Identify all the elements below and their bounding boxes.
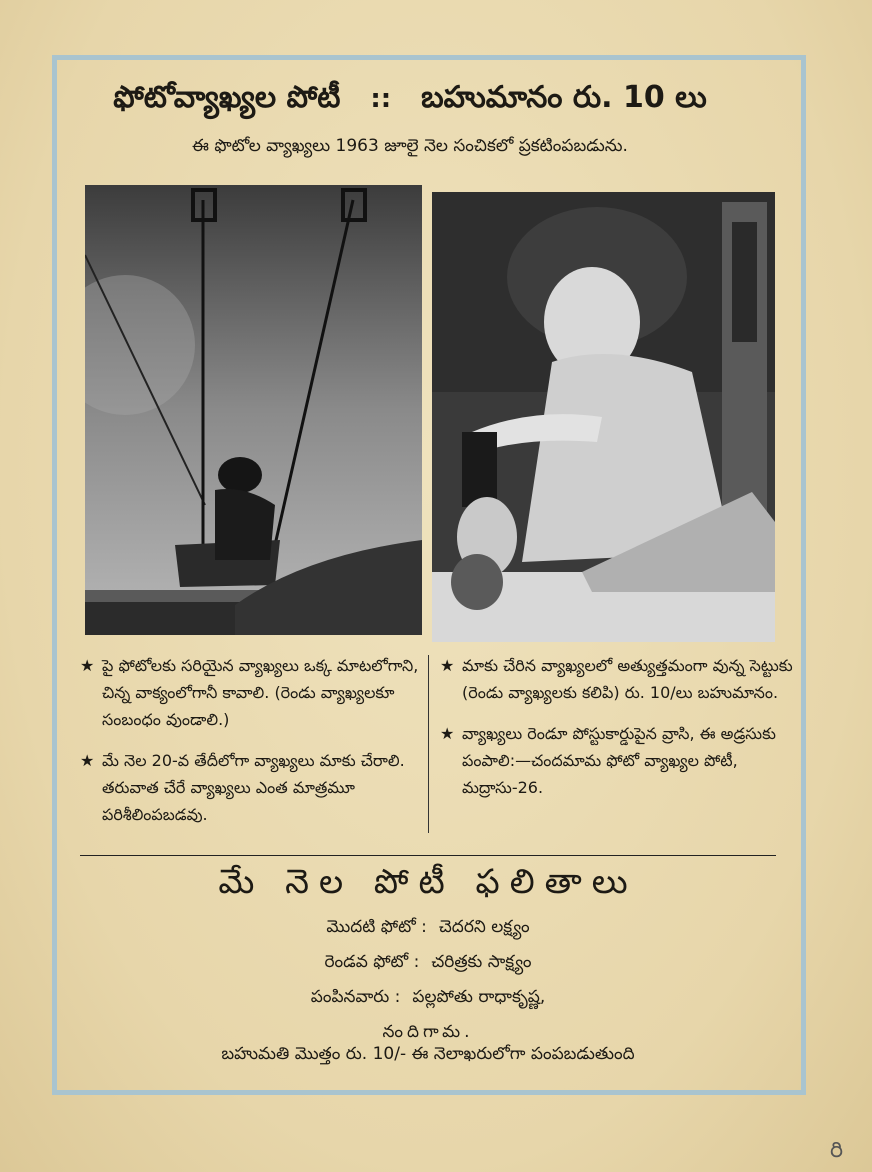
rules-right-column	[440, 652, 795, 815]
second-photo-caption: చరిత్రకు సాక్ష్యం	[431, 952, 532, 972]
contest-subtitle: ఈ ఫొటోల వ్యాఖ్యలు 1963 జూలై నెల సంచికలో ప్రకటింపబడును.	[192, 136, 628, 156]
sender-place: నందిగామ.	[382, 1022, 474, 1042]
star-bullet-icon: ★	[80, 656, 95, 675]
rule-item	[80, 652, 425, 733]
results-heading: మే నెల పోటీ ఫలితాలు	[218, 862, 638, 902]
swing-photo-image	[85, 185, 422, 635]
sender-line	[80, 980, 776, 1015]
column-divider	[428, 655, 429, 833]
rule-item	[80, 747, 425, 828]
title-separator: ::	[370, 84, 392, 114]
star-bullet-icon: ★	[440, 656, 455, 675]
contest-header	[60, 80, 760, 130]
star-bullet-icon: ★	[80, 751, 95, 770]
sender-name: పల్లపోతు రాధాకృష్ణ,	[412, 987, 546, 1007]
rule-text: వ్యాఖ్యలు రెండూ పోస్టుకార్డుపైన వ్రాసి, ఈ అడ్రసుకు పంపాలి:—చందమామ ఫోటో వ్యాఖ్యల పోటీ, మద్రాసు-26.	[462, 724, 776, 797]
first-photo-label: మొదటి ఫోటో :	[326, 917, 427, 937]
rule-text: మాకు చేరిన వ్యాఖ్యలలో అత్యుత్తమంగా వున్న సెట్టుకు (రెండు వ్యాఖ్యలకు కలిపి) రు. 10/లు బహుమానం.	[462, 656, 793, 702]
photo-girl-on-swing	[85, 185, 422, 635]
rule-text: మే నెల 20-వ తేదీలోగా వ్యాఖ్యలు మాకు చేరాలి. తరువాత చేరే వ్యాఖ్యలు ఎంత మాత్రమూ పరిశీలింపబడవు.	[102, 751, 405, 824]
star-bullet-icon: ★	[440, 724, 455, 743]
prize-amount: బహుమానం రు. 10 లు	[421, 80, 707, 115]
sender-label: పంపినవారు :	[310, 987, 401, 1007]
second-photo-label: రెండవ ఫోటో :	[324, 952, 420, 972]
contest-title: ఫోటోవ్యాఖ్యల పోటీ	[113, 80, 341, 115]
results-section	[80, 910, 776, 1050]
rule-item	[440, 652, 795, 706]
rule-item	[440, 720, 795, 801]
corner-mark: రి	[830, 1138, 844, 1163]
jars-photo-image	[432, 192, 775, 642]
first-photo-caption: చెదరని లక్ష్యం	[438, 917, 530, 937]
rule-text: పై ఫోటోలకు సరియైన వ్యాఖ్యలు ఒక్క మాటలోగాని, చిన్న వాక్యంలోగానీ కావాలి. (రెండు వ్యాఖ్యలకూ సంబంధం వుండాలి.)	[102, 656, 419, 729]
rules-left-column	[80, 652, 425, 842]
second-photo-result	[80, 945, 776, 980]
section-divider	[80, 855, 776, 856]
photo-girl-with-jars	[432, 192, 775, 642]
first-photo-result	[80, 910, 776, 945]
prize-footer: బహుమతి మొత్తం రు. 10/- ఈ నెలాఖరులోగా పంపబడుతుంది	[221, 1044, 635, 1064]
